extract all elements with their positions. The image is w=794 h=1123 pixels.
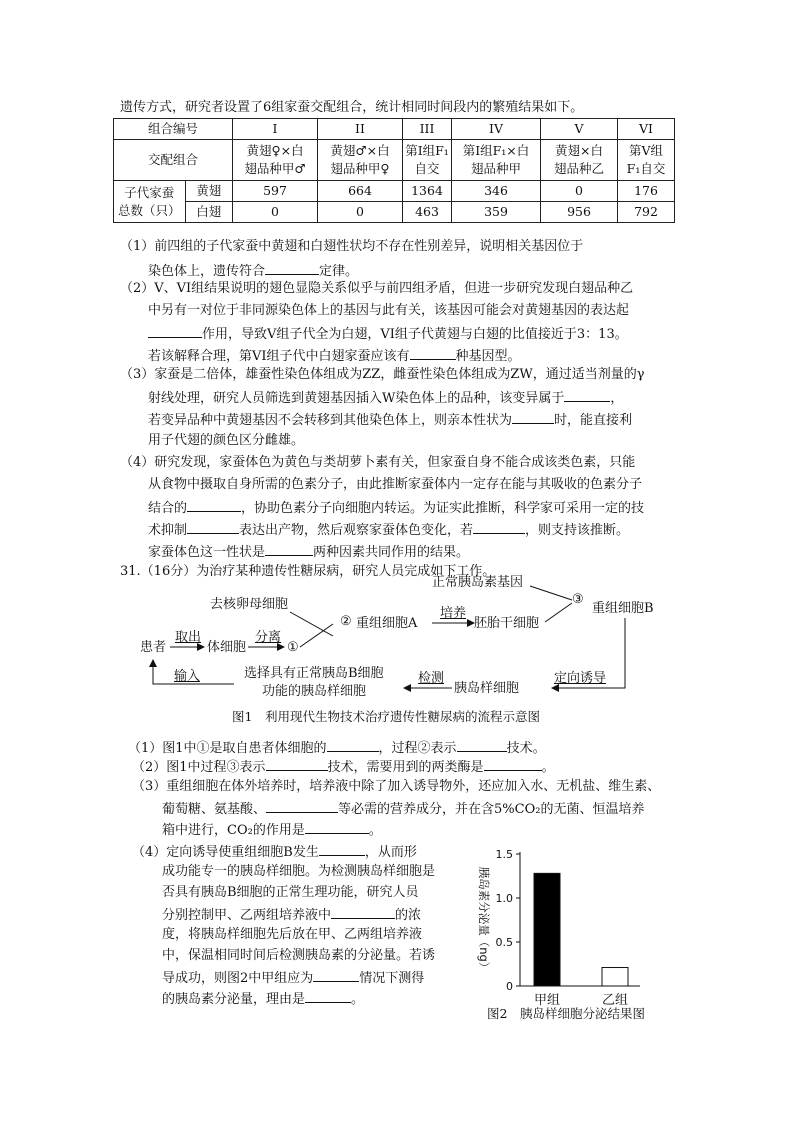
header-cell: 组合编号 bbox=[114, 119, 233, 140]
recombinant-b-label: 重组细胞B bbox=[592, 601, 654, 616]
q4-line5: 家蚕体色这一性状是 两种因素共同作用的结果。 bbox=[148, 542, 469, 561]
value-cell: 956 bbox=[541, 202, 618, 223]
group-header: V bbox=[541, 119, 618, 140]
group-header: VI bbox=[618, 119, 675, 140]
y-axis-label: 胰岛素分泌量（ng） bbox=[477, 866, 491, 974]
q4-line1: （4）研究发现，家蚕体色为黄色与类胡萝卜素有关，但家蚕自身不能合成该类色素，只能 bbox=[120, 455, 636, 470]
p4-line7: 导成功，则图2中甲组应为 情况下测得 bbox=[162, 968, 424, 987]
value-cell: 346 bbox=[452, 181, 541, 202]
yellow-label: 黄翅 bbox=[185, 181, 232, 202]
step-1-marker: ① bbox=[287, 640, 299, 655]
value-cell: 664 bbox=[318, 181, 403, 202]
cross-cell: 第V组 F₁自交 bbox=[618, 140, 675, 181]
q1-line1: （1）前四组的子代家蚕中黄翅和白翅性状均不存在性别差异，说明相关基因位于 bbox=[120, 239, 584, 254]
p4-line8: 的胰岛素分泌量，理由是 。 bbox=[162, 989, 364, 1008]
q4-line2: 从食物中摄取自身所需的色素分子，由此推断家蚕体内一定存在能与其吸收的色素分子 bbox=[148, 477, 643, 492]
value-cell: 1364 bbox=[403, 181, 452, 202]
input-label: 输入 bbox=[174, 669, 201, 684]
y-tick-label: 1.0 bbox=[495, 892, 513, 905]
patient-label: 患者 bbox=[140, 640, 167, 655]
q2-line3: 作用，导致V组子代全为白翅，VI组子代黄翅与白翅的比值接近于3：13。 bbox=[148, 324, 628, 343]
q4-line4: 术抑制 表达出产物，然后观察家蚕体色变化，若 ，则支持该推断。 bbox=[148, 520, 629, 539]
p4-line1: （4）定向诱导使重组细胞B发生 ，从而形 bbox=[132, 842, 417, 861]
intro-text: 遗传方式，研究者设置了6组家蚕交配组合，统计相同时间段内的繁殖结果如下。 bbox=[120, 100, 584, 115]
q3-line2: 射线处理，研究人员筛选到黄翅基因插入W染色体上的品种，该变异属于 ， bbox=[148, 388, 623, 407]
p1-line: （1）图1中①是取自患者体细胞的 ，过程②表示 技术。 bbox=[128, 738, 546, 757]
cross-cell: 黄翅♀×白 翅品种甲♂ bbox=[233, 140, 318, 181]
question-31-heading: 31.（16分）为治疗某种遗传性糖尿病，研究人员完成如下工作。 bbox=[120, 564, 496, 579]
normal-insulin-gene-label: 正常胰岛素基因 bbox=[432, 575, 524, 590]
figure-1-caption: 图1 利用现代生物技术治疗遗传性糖尿病的流程示意图 bbox=[232, 709, 540, 724]
select-label-1: 选择具有正常胰岛B细胞 bbox=[244, 666, 384, 681]
p3-line3: 箱中进行，CO₂的作用是 。 bbox=[162, 820, 382, 839]
group-header: II bbox=[318, 119, 403, 140]
header-cell: 交配组合 bbox=[114, 140, 233, 181]
cross-cell: 黄翅♂×白 翅品种甲♀ bbox=[318, 140, 403, 181]
p4-line6: 中，保温相同时间后检测胰岛素的分泌量。若诱 bbox=[162, 948, 436, 963]
p4-line2: 成功能专一的胰岛样细胞。为检测胰岛样细胞是 bbox=[162, 864, 436, 879]
cross-cell: 第I组F₁ 自交 bbox=[403, 140, 452, 181]
group-header: I bbox=[233, 119, 318, 140]
q1-line2: 染色体上，遗传符合 定律。 bbox=[148, 261, 358, 280]
x-tick-label: 乙组 bbox=[601, 993, 629, 1008]
figure-2-caption: 图2 胰岛样细胞分泌结果图 bbox=[487, 1006, 645, 1021]
p3-line1: （3）重组细胞在体外培养时，培养液中除了加入诱导物外，还应加入水、无机盐、维生素、 bbox=[132, 779, 661, 794]
y-tick-label: 0 bbox=[506, 980, 513, 993]
extract-label: 取出 bbox=[175, 630, 202, 645]
q2-line2: 中另有一对位于非同源染色体上的基因与此有关，该基因可能会对黄翅基因的表达起 bbox=[148, 303, 630, 318]
cross-cell: 第I组F₁×白 翅品种甲 bbox=[452, 140, 541, 181]
bar-group-a bbox=[534, 873, 560, 986]
q2-line1: （2）V、VI组结果说明的翅色显隐关系似乎与前四组矛盾，但进一步研究发现白翅品种乙 bbox=[120, 281, 634, 296]
offspring-label: 子代家蚕 总数（只） bbox=[114, 181, 186, 223]
y-tick-label: 1.5 bbox=[495, 848, 513, 861]
group-header: IV bbox=[452, 119, 541, 140]
q3-line4: 用子代翅的颜色区分雌雄。 bbox=[148, 433, 305, 448]
culture-label: 培养 bbox=[440, 606, 467, 621]
chart-bars bbox=[534, 873, 628, 986]
cross-cell: 黄翅×白 翅品种乙 bbox=[541, 140, 618, 181]
p2-line: （2）图1中过程③表示 技术，需要用到的两类酶是 。 bbox=[132, 757, 555, 776]
q2-line4: 若该解释合理，第VI组子代中白翅家蚕应该有 种基因型。 bbox=[148, 346, 521, 365]
x-tick-label: 甲组 bbox=[533, 993, 561, 1008]
es-cell-label: 胚胎干细胞 bbox=[474, 616, 540, 631]
body-cell-label: 体细胞 bbox=[207, 640, 247, 655]
value-cell: 359 bbox=[452, 202, 541, 223]
bar-group-b bbox=[602, 968, 628, 986]
value-cell: 0 bbox=[541, 181, 618, 202]
detect-label: 检测 bbox=[418, 671, 445, 686]
insulin-secretion-chart bbox=[460, 840, 690, 1030]
p3-line2: 葡萄糖、氨基酸、 等必需的营养成分，并在含5%CO₂的无菌、恒温培养 bbox=[162, 799, 644, 818]
q3-line1: （3）家蚕是二倍体，雄蚕性染色体组成为ZZ，雌蚕性染色体组成为ZW，通过适当剂量的γ bbox=[120, 367, 645, 382]
value-cell: 597 bbox=[233, 181, 318, 202]
p4-line3: 否具有胰岛B细胞的正常生理功能，研究人员 bbox=[162, 885, 419, 900]
white-label: 白翅 bbox=[185, 202, 232, 223]
value-cell: 463 bbox=[403, 202, 452, 223]
step-3-marker: ③ bbox=[572, 592, 584, 607]
islet-like-cell-label: 胰岛样细胞 bbox=[454, 681, 520, 696]
group-header: III bbox=[403, 119, 452, 140]
value-cell: 0 bbox=[233, 202, 318, 223]
p4-line5: 度，将胰岛样细胞先后放在甲、乙两组培养液 bbox=[162, 927, 423, 942]
enucleated-egg-label: 去核卵母细胞 bbox=[210, 597, 289, 612]
separate-label: 分离 bbox=[255, 630, 282, 645]
recombinant-a-label: 重组细胞A bbox=[356, 616, 418, 631]
p4-line4: 分别控制甲、乙两组培养液中 的浓 bbox=[162, 905, 421, 924]
step-2-marker: ② bbox=[340, 614, 352, 629]
value-cell: 0 bbox=[318, 202, 403, 223]
value-cell: 792 bbox=[618, 202, 675, 223]
y-tick-label: 0.5 bbox=[495, 936, 513, 949]
q3-line3: 若变异品种中黄翅基因不会转移到其他染色体上，则亲本性状为 时，能直接利 bbox=[148, 410, 632, 429]
value-cell: 176 bbox=[618, 181, 675, 202]
q4-line3: 结合的 ，协助色素分子向细胞内转运。为证实此推断，科学家可采用一定的技 bbox=[148, 498, 644, 517]
directed-induction-label: 定向诱导 bbox=[554, 671, 607, 686]
select-label-2: 功能的胰岛样细胞 bbox=[262, 684, 367, 699]
